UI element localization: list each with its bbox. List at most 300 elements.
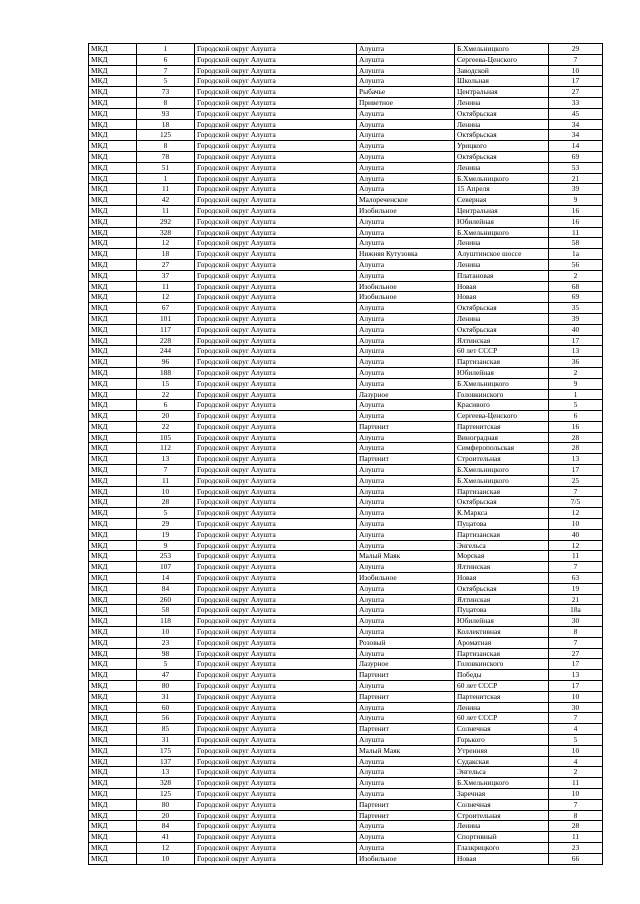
cell-street: Виноградная bbox=[455, 432, 549, 443]
cell-house: 68 bbox=[549, 281, 603, 292]
table-row bbox=[89, 799, 603, 810]
cell-number: 125 bbox=[137, 788, 195, 799]
cell-number: 20 bbox=[137, 411, 195, 422]
cell-district: Городской округ Алушта bbox=[195, 735, 357, 746]
cell-street: Энгельса bbox=[455, 540, 549, 551]
table-row bbox=[89, 184, 603, 195]
cell-house: 33 bbox=[549, 97, 603, 108]
cell-number: 67 bbox=[137, 303, 195, 314]
cell-district: Городской округ Алушта bbox=[195, 108, 357, 119]
cell-type: МКД bbox=[89, 44, 137, 55]
cell-street: Северная bbox=[455, 195, 549, 206]
cell-locality: Лазурное bbox=[357, 389, 455, 400]
cell-type: МКД bbox=[89, 821, 137, 832]
cell-district: Городской округ Алушта bbox=[195, 745, 357, 756]
cell-district: Городской округ Алушта bbox=[195, 162, 357, 173]
cell-district: Городской округ Алушта bbox=[195, 465, 357, 476]
cell-house: 69 bbox=[549, 292, 603, 303]
cell-street: Центральная bbox=[455, 87, 549, 98]
cell-locality: Алушта bbox=[357, 832, 455, 843]
cell-type: МКД bbox=[89, 313, 137, 324]
cell-type: МКД bbox=[89, 497, 137, 508]
cell-number: 31 bbox=[137, 735, 195, 746]
cell-number: 117 bbox=[137, 324, 195, 335]
table-row bbox=[89, 162, 603, 173]
cell-number: 47 bbox=[137, 670, 195, 681]
cell-house: 27 bbox=[549, 648, 603, 659]
cell-district: Городской округ Алушта bbox=[195, 292, 357, 303]
cell-district: Городской округ Алушта bbox=[195, 44, 357, 55]
table-row bbox=[89, 486, 603, 497]
cell-house: 30 bbox=[549, 616, 603, 627]
cell-type: МКД bbox=[89, 627, 137, 638]
cell-number: 14 bbox=[137, 573, 195, 584]
cell-street: Красивого bbox=[455, 400, 549, 411]
cell-district: Городской округ Алушта bbox=[195, 141, 357, 152]
cell-locality: Алушта bbox=[357, 378, 455, 389]
cell-street: Солнечная bbox=[455, 724, 549, 735]
table-row bbox=[89, 821, 603, 832]
table-row bbox=[89, 497, 603, 508]
cell-locality: Алушта bbox=[357, 335, 455, 346]
cell-house: 23 bbox=[549, 842, 603, 853]
cell-house: 39 bbox=[549, 313, 603, 324]
cell-locality: Изобильное bbox=[357, 573, 455, 584]
cell-house: 7 bbox=[549, 54, 603, 65]
cell-district: Городской округ Алушта bbox=[195, 778, 357, 789]
cell-house: 14 bbox=[549, 141, 603, 152]
cell-street: Ароматная bbox=[455, 637, 549, 648]
cell-locality: Алушта bbox=[357, 411, 455, 422]
cell-locality: Алушта bbox=[357, 767, 455, 778]
cell-house: 29 bbox=[549, 44, 603, 55]
cell-number: 9 bbox=[137, 540, 195, 551]
cell-locality: Алушта bbox=[357, 130, 455, 141]
cell-number: 80 bbox=[137, 799, 195, 810]
cell-district: Городской округ Алушта bbox=[195, 173, 357, 184]
cell-street: 60 лет СССР bbox=[455, 346, 549, 357]
cell-number: 7 bbox=[137, 465, 195, 476]
cell-type: МКД bbox=[89, 756, 137, 767]
cell-street: Алуштинское шоссе bbox=[455, 249, 549, 260]
cell-house: 11 bbox=[549, 227, 603, 238]
table-row bbox=[89, 346, 603, 357]
cell-street: Платановая bbox=[455, 270, 549, 281]
cell-house: 63 bbox=[549, 573, 603, 584]
cell-street: Головкинского bbox=[455, 389, 549, 400]
cell-type: МКД bbox=[89, 454, 137, 465]
cell-type: МКД bbox=[89, 238, 137, 249]
table-row bbox=[89, 76, 603, 87]
cell-number: 8 bbox=[137, 97, 195, 108]
cell-house: 8 bbox=[549, 627, 603, 638]
cell-district: Городской округ Алушта bbox=[195, 713, 357, 724]
cell-district: Городской округ Алушта bbox=[195, 519, 357, 530]
table-row bbox=[89, 788, 603, 799]
cell-street: Горького bbox=[455, 735, 549, 746]
cell-number: 12 bbox=[137, 292, 195, 303]
cell-district: Городской округ Алушта bbox=[195, 65, 357, 76]
cell-locality: Партенит bbox=[357, 724, 455, 735]
cell-house: 7 bbox=[549, 637, 603, 648]
cell-street: Глазкрицкого bbox=[455, 842, 549, 853]
cell-house: 45 bbox=[549, 108, 603, 119]
cell-street: Ленина bbox=[455, 702, 549, 713]
cell-type: МКД bbox=[89, 508, 137, 519]
cell-street: Партенитская bbox=[455, 691, 549, 702]
cell-type: МКД bbox=[89, 551, 137, 562]
cell-number: 84 bbox=[137, 821, 195, 832]
cell-district: Городской округ Алушта bbox=[195, 691, 357, 702]
cell-street: Ленина bbox=[455, 313, 549, 324]
housing-table bbox=[88, 43, 603, 865]
cell-locality: Алушта bbox=[357, 756, 455, 767]
table-row bbox=[89, 292, 603, 303]
table-row bbox=[89, 216, 603, 227]
cell-street: Победы bbox=[455, 670, 549, 681]
cell-house: 1а bbox=[549, 249, 603, 260]
cell-house: 16 bbox=[549, 205, 603, 216]
cell-type: МКД bbox=[89, 778, 137, 789]
cell-type: МКД bbox=[89, 270, 137, 281]
table-row bbox=[89, 659, 603, 670]
cell-house: 7 bbox=[549, 799, 603, 810]
cell-locality: Алушта bbox=[357, 227, 455, 238]
cell-house: 7 bbox=[549, 486, 603, 497]
cell-street: Ялтинская bbox=[455, 562, 549, 573]
cell-house: 28 bbox=[549, 821, 603, 832]
cell-house: 11 bbox=[549, 832, 603, 843]
cell-locality: Партенит bbox=[357, 454, 455, 465]
cell-district: Городской округ Алушта bbox=[195, 400, 357, 411]
cell-type: МКД bbox=[89, 227, 137, 238]
cell-street: Ленина bbox=[455, 162, 549, 173]
cell-type: МКД bbox=[89, 108, 137, 119]
cell-type: МКД bbox=[89, 810, 137, 821]
document-page bbox=[88, 43, 602, 865]
cell-number: 73 bbox=[137, 87, 195, 98]
cell-house: 2 bbox=[549, 767, 603, 778]
cell-type: МКД bbox=[89, 97, 137, 108]
cell-locality: Алушта bbox=[357, 475, 455, 486]
cell-house: 13 bbox=[549, 454, 603, 465]
table-row bbox=[89, 551, 603, 562]
cell-locality: Алушта bbox=[357, 54, 455, 65]
cell-number: 10 bbox=[137, 627, 195, 638]
cell-district: Городской округ Алушта bbox=[195, 486, 357, 497]
cell-locality: Алушта bbox=[357, 562, 455, 573]
cell-street: Ялтинская bbox=[455, 335, 549, 346]
table-row bbox=[89, 389, 603, 400]
cell-locality: Партенит bbox=[357, 810, 455, 821]
cell-house: 30 bbox=[549, 702, 603, 713]
cell-house: 9 bbox=[549, 378, 603, 389]
cell-district: Городской округ Алушта bbox=[195, 583, 357, 594]
cell-locality: Алушта bbox=[357, 583, 455, 594]
cell-locality: Изобильное bbox=[357, 292, 455, 303]
cell-street: Б.Хмельницкого bbox=[455, 227, 549, 238]
table-row bbox=[89, 195, 603, 206]
cell-house: 16 bbox=[549, 216, 603, 227]
cell-street: 60 лет СССР bbox=[455, 713, 549, 724]
cell-type: МКД bbox=[89, 788, 137, 799]
cell-street: Заводской bbox=[455, 65, 549, 76]
cell-number: 11 bbox=[137, 281, 195, 292]
cell-locality: Алушта bbox=[357, 508, 455, 519]
cell-house: 11 bbox=[549, 551, 603, 562]
cell-type: МКД bbox=[89, 702, 137, 713]
table-row bbox=[89, 259, 603, 270]
cell-street: Солнечная bbox=[455, 799, 549, 810]
cell-district: Городской округ Алушта bbox=[195, 832, 357, 843]
cell-locality: Нижняя Кутузовка bbox=[357, 249, 455, 260]
cell-locality: Алушта bbox=[357, 119, 455, 130]
cell-street: Новая bbox=[455, 292, 549, 303]
cell-house: 7/5 bbox=[549, 497, 603, 508]
cell-house: 5 bbox=[549, 400, 603, 411]
cell-district: Городской округ Алушта bbox=[195, 508, 357, 519]
cell-type: МКД bbox=[89, 292, 137, 303]
cell-house: 4 bbox=[549, 724, 603, 735]
cell-type: МКД bbox=[89, 529, 137, 540]
table-row bbox=[89, 735, 603, 746]
cell-house: 10 bbox=[549, 788, 603, 799]
cell-number: 18 bbox=[137, 119, 195, 130]
cell-type: МКД bbox=[89, 281, 137, 292]
cell-number: 23 bbox=[137, 637, 195, 648]
cell-type: МКД bbox=[89, 335, 137, 346]
cell-type: МКД bbox=[89, 151, 137, 162]
cell-number: 260 bbox=[137, 594, 195, 605]
cell-locality: Алушта bbox=[357, 681, 455, 692]
cell-house: 40 bbox=[549, 529, 603, 540]
cell-district: Городской округ Алушта bbox=[195, 724, 357, 735]
cell-type: МКД bbox=[89, 184, 137, 195]
cell-street: Сергеева-Ценского bbox=[455, 54, 549, 65]
table-row bbox=[89, 151, 603, 162]
cell-number: 328 bbox=[137, 778, 195, 789]
table-row bbox=[89, 443, 603, 454]
cell-locality: Алушта bbox=[357, 141, 455, 152]
cell-district: Городской округ Алушта bbox=[195, 227, 357, 238]
cell-type: МКД bbox=[89, 195, 137, 206]
cell-street: Симферопольская bbox=[455, 443, 549, 454]
cell-district: Городской округ Алушта bbox=[195, 454, 357, 465]
cell-house: 9 bbox=[549, 195, 603, 206]
cell-house: 16 bbox=[549, 421, 603, 432]
cell-district: Городской округ Алушта bbox=[195, 821, 357, 832]
cell-district: Городской округ Алушта bbox=[195, 853, 357, 864]
cell-house: 58 bbox=[549, 238, 603, 249]
cell-type: МКД bbox=[89, 432, 137, 443]
table-row bbox=[89, 670, 603, 681]
cell-district: Городской округ Алушта bbox=[195, 281, 357, 292]
cell-house: 28 bbox=[549, 432, 603, 443]
cell-street: Ленина bbox=[455, 821, 549, 832]
cell-house: 56 bbox=[549, 259, 603, 270]
cell-locality: Алушта bbox=[357, 76, 455, 87]
cell-district: Городской округ Алушта bbox=[195, 259, 357, 270]
cell-house: 53 bbox=[549, 162, 603, 173]
cell-number: 12 bbox=[137, 238, 195, 249]
cell-number: 105 bbox=[137, 432, 195, 443]
cell-locality: Алушта bbox=[357, 648, 455, 659]
cell-number: 60 bbox=[137, 702, 195, 713]
cell-house: 40 bbox=[549, 324, 603, 335]
cell-locality: Алушта bbox=[357, 529, 455, 540]
cell-number: 20 bbox=[137, 810, 195, 821]
cell-number: 6 bbox=[137, 54, 195, 65]
cell-house: 11 bbox=[549, 778, 603, 789]
cell-district: Городской округ Алушта bbox=[195, 270, 357, 281]
cell-number: 84 bbox=[137, 583, 195, 594]
cell-locality: Алушта bbox=[357, 65, 455, 76]
cell-house: 1 bbox=[549, 389, 603, 400]
table-row bbox=[89, 778, 603, 789]
cell-number: 188 bbox=[137, 367, 195, 378]
table-row bbox=[89, 313, 603, 324]
cell-street: Новая bbox=[455, 853, 549, 864]
cell-type: МКД bbox=[89, 162, 137, 173]
cell-number: 11 bbox=[137, 184, 195, 195]
cell-locality: Малый Маяк bbox=[357, 551, 455, 562]
cell-locality: Алушта bbox=[357, 400, 455, 411]
cell-district: Городской округ Алушта bbox=[195, 616, 357, 627]
cell-house: 10 bbox=[549, 65, 603, 76]
cell-house: 17 bbox=[549, 465, 603, 476]
cell-locality: Партенит bbox=[357, 421, 455, 432]
cell-house: 10 bbox=[549, 519, 603, 530]
table-row bbox=[89, 853, 603, 864]
cell-house: 34 bbox=[549, 119, 603, 130]
cell-district: Городской округ Алушта bbox=[195, 497, 357, 508]
cell-district: Городской округ Алушта bbox=[195, 421, 357, 432]
cell-house: 34 bbox=[549, 130, 603, 141]
cell-street: Ялтинская bbox=[455, 594, 549, 605]
table-row bbox=[89, 454, 603, 465]
cell-number: 292 bbox=[137, 216, 195, 227]
cell-type: МКД bbox=[89, 65, 137, 76]
cell-type: МКД bbox=[89, 130, 137, 141]
cell-street: Октябрьская bbox=[455, 303, 549, 314]
cell-street: Октябрьская bbox=[455, 583, 549, 594]
cell-number: 10 bbox=[137, 486, 195, 497]
cell-number: 19 bbox=[137, 529, 195, 540]
cell-type: МКД bbox=[89, 465, 137, 476]
cell-house: 27 bbox=[549, 87, 603, 98]
table-row bbox=[89, 421, 603, 432]
cell-house: 19 bbox=[549, 583, 603, 594]
cell-type: МКД bbox=[89, 346, 137, 357]
cell-house: 5 bbox=[549, 735, 603, 746]
cell-house: 13 bbox=[549, 346, 603, 357]
cell-house: 17 bbox=[549, 659, 603, 670]
cell-locality: Алушта bbox=[357, 778, 455, 789]
cell-number: 10 bbox=[137, 853, 195, 864]
table-row bbox=[89, 713, 603, 724]
cell-number: 27 bbox=[137, 259, 195, 270]
cell-district: Городской округ Алушта bbox=[195, 54, 357, 65]
cell-number: 51 bbox=[137, 162, 195, 173]
cell-house: 13 bbox=[549, 670, 603, 681]
cell-locality: Алушта bbox=[357, 259, 455, 270]
cell-number: 8 bbox=[137, 141, 195, 152]
table-row bbox=[89, 205, 603, 216]
cell-street: Октябрьская bbox=[455, 130, 549, 141]
cell-number: 15 bbox=[137, 378, 195, 389]
cell-number: 96 bbox=[137, 357, 195, 368]
cell-district: Городской округ Алушта bbox=[195, 313, 357, 324]
table-row bbox=[89, 519, 603, 530]
cell-district: Городской округ Алушта bbox=[195, 670, 357, 681]
cell-street: 60 лет СССР bbox=[455, 681, 549, 692]
cell-district: Городской округ Алушта bbox=[195, 767, 357, 778]
cell-street: Новая bbox=[455, 573, 549, 584]
cell-number: 22 bbox=[137, 421, 195, 432]
cell-type: МКД bbox=[89, 249, 137, 260]
cell-number: 93 bbox=[137, 108, 195, 119]
cell-street: Б.Хмельницкого bbox=[455, 475, 549, 486]
cell-number: 101 bbox=[137, 313, 195, 324]
cell-street: Партизанская bbox=[455, 529, 549, 540]
cell-district: Городской округ Алушта bbox=[195, 411, 357, 422]
cell-district: Городской округ Алушта bbox=[195, 97, 357, 108]
cell-locality: Изобильное bbox=[357, 205, 455, 216]
cell-type: МКД bbox=[89, 562, 137, 573]
cell-locality: Алушта bbox=[357, 151, 455, 162]
cell-district: Городской округ Алушта bbox=[195, 529, 357, 540]
cell-district: Городской округ Алушта bbox=[195, 562, 357, 573]
cell-number: 11 bbox=[137, 475, 195, 486]
cell-type: МКД bbox=[89, 324, 137, 335]
cell-locality: Приветное bbox=[357, 97, 455, 108]
cell-district: Городской округ Алушта bbox=[195, 842, 357, 853]
cell-locality: Алушта bbox=[357, 216, 455, 227]
cell-street: Ленина bbox=[455, 119, 549, 130]
cell-locality: Алушта bbox=[357, 108, 455, 119]
cell-locality: Алушта bbox=[357, 713, 455, 724]
table-row bbox=[89, 637, 603, 648]
cell-type: МКД bbox=[89, 303, 137, 314]
table-row bbox=[89, 529, 603, 540]
cell-street: Пуцатова bbox=[455, 519, 549, 530]
table-row bbox=[89, 141, 603, 152]
cell-type: МКД bbox=[89, 648, 137, 659]
cell-locality: Партенит bbox=[357, 799, 455, 810]
cell-number: 253 bbox=[137, 551, 195, 562]
cell-type: МКД bbox=[89, 400, 137, 411]
cell-house: 35 bbox=[549, 303, 603, 314]
table-row bbox=[89, 475, 603, 486]
cell-number: 125 bbox=[137, 130, 195, 141]
table-row bbox=[89, 540, 603, 551]
cell-house: 69 bbox=[549, 151, 603, 162]
cell-type: МКД bbox=[89, 605, 137, 616]
cell-type: МКД bbox=[89, 724, 137, 735]
cell-type: МКД bbox=[89, 367, 137, 378]
cell-street: Строительная bbox=[455, 810, 549, 821]
cell-number: 112 bbox=[137, 443, 195, 454]
cell-number: 80 bbox=[137, 681, 195, 692]
cell-district: Городской округ Алушта bbox=[195, 151, 357, 162]
table-row bbox=[89, 238, 603, 249]
cell-locality: Алушта bbox=[357, 432, 455, 443]
cell-locality: Алушта bbox=[357, 162, 455, 173]
cell-district: Городской округ Алушта bbox=[195, 303, 357, 314]
table-row bbox=[89, 303, 603, 314]
cell-type: МКД bbox=[89, 691, 137, 702]
cell-type: МКД bbox=[89, 735, 137, 746]
